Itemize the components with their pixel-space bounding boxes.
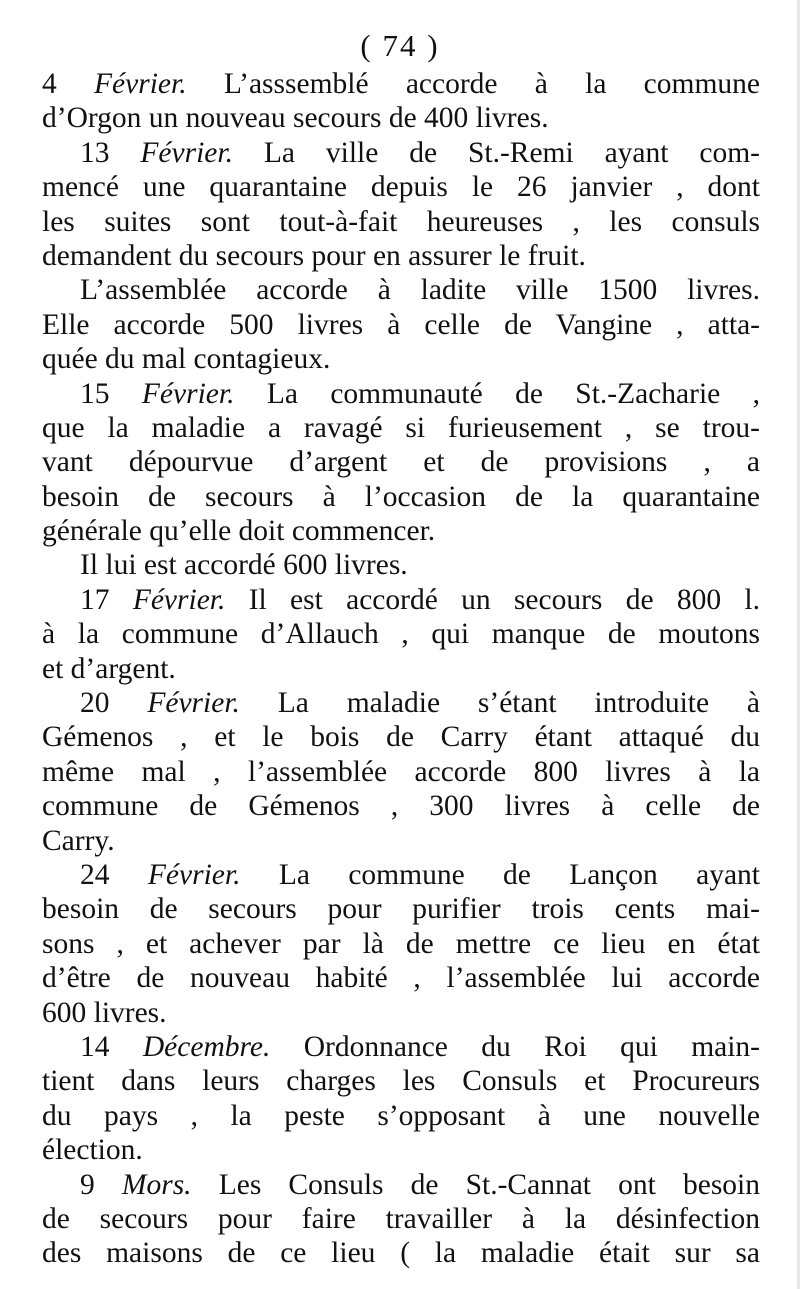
text-line — [42, 824, 760, 858]
line-text: les suites sont tout-à-fait heureuses , les consuls — [42, 205, 760, 238]
text-line — [42, 170, 760, 204]
line-text: du pays , la peste s’opposant à une nouvelle — [42, 1099, 760, 1132]
line-text: d’être de nouveau habité , l’assemblée lui accorde — [42, 962, 760, 995]
text-line — [42, 342, 760, 376]
text-line — [42, 480, 760, 514]
text-line — [42, 583, 760, 617]
line-text: même mal , l’assemblée accorde 800 livres à la — [42, 755, 760, 788]
line-text: 4 — [42, 68, 95, 100]
text-line — [42, 514, 760, 548]
line-text: La maladie s’étant introduite à — [239, 687, 760, 720]
line-text: des maisons de ce lieu ( la maladie était sur sa — [42, 1237, 760, 1270]
line-text: d’Orgon un nouveau secours de 400 livres. — [42, 102, 549, 135]
text-line — [42, 308, 760, 342]
text-line — [42, 1099, 760, 1133]
text-line — [42, 617, 760, 651]
text-line — [42, 686, 760, 720]
date-label: Décembre. — [142, 1030, 271, 1063]
line-text: que la maladie a ravagé si furieusement , se trou- — [42, 411, 760, 444]
line-text: Il lui est accordé 600 livres. — [80, 549, 408, 582]
text-line — [42, 136, 760, 170]
date-label: Février. — [140, 136, 233, 169]
line-text: demandent du secours pour en assurer le fruit. — [42, 239, 586, 272]
line-text: La ville de St.-Remi ayant com- — [232, 136, 760, 169]
line-text: Il est accordé un secours de 800 l. — [225, 583, 760, 616]
line-text: 14 — [80, 1030, 143, 1063]
text-line — [42, 720, 760, 754]
line-text: 20 — [80, 687, 148, 720]
text-line — [42, 1168, 760, 1202]
text-line — [42, 548, 760, 582]
line-text: Carry. — [42, 824, 115, 857]
text-line — [42, 858, 760, 892]
text-line — [42, 892, 760, 926]
date-label: Février. — [141, 377, 235, 410]
text-line — [42, 411, 760, 445]
text-line — [42, 1030, 760, 1064]
text-line — [42, 1133, 760, 1167]
line-text: 15 — [80, 377, 142, 410]
text-line — [42, 273, 760, 307]
text-line — [42, 927, 760, 961]
line-text: commune de Gémenos , 300 livres à celle de — [42, 790, 760, 823]
date-label: Mors. — [121, 1168, 192, 1201]
text-line — [42, 445, 760, 479]
line-text: 17 — [80, 583, 133, 616]
line-text: et d’argent. — [42, 652, 176, 685]
line-text: Elle accorde 500 livres à celle de Vangine , atta- — [42, 308, 760, 341]
date-label: Février. — [147, 858, 241, 891]
line-text: 13 — [80, 136, 141, 169]
line-text: quée du mal contagieux. — [42, 343, 331, 376]
line-text: sons , et achever par là de mettre ce lieu en état — [42, 927, 760, 960]
line-text: L’asssemblé accorde à la commune — [186, 68, 760, 100]
text-line — [42, 1236, 760, 1270]
line-text: La communauté de St.-Zacharie , — [234, 377, 761, 410]
text-line — [42, 1202, 760, 1236]
date-label: Février. — [147, 687, 240, 720]
text-line — [42, 67, 760, 101]
line-text: mencé une quarantaine depuis le 26 janvier , dont — [42, 171, 760, 204]
date-label: Février. — [94, 68, 187, 100]
text-line — [42, 205, 760, 239]
line-text: élection. — [42, 1134, 143, 1167]
text-line — [42, 101, 760, 135]
line-text: L’assemblée accorde à ladite ville 1500 livres. — [80, 274, 760, 307]
text-line — [42, 652, 760, 686]
text-line — [42, 789, 760, 823]
line-text: La commune de Lançon ayant — [240, 858, 760, 891]
line-text: 9 — [80, 1168, 122, 1201]
line-text: vant dépourvue d’argent et de provisions , a — [42, 446, 760, 479]
text-line — [42, 996, 760, 1030]
line-text: 24 — [80, 858, 148, 891]
body-text — [42, 67, 760, 1271]
text-line — [42, 377, 760, 411]
text-line — [42, 239, 760, 273]
line-text: tient dans leurs charges les Consuls et Procureurs — [42, 1065, 760, 1098]
line-text: Gémenos , et le bois de Carry étant attaqué du — [42, 721, 760, 754]
date-label: Février. — [132, 583, 226, 616]
text-line — [42, 1064, 760, 1098]
line-text: Ordonnance du Roi qui main- — [270, 1030, 760, 1063]
line-text: besoin de secours pour purifier trois cents mai- — [42, 893, 760, 926]
line-text: générale qu’elle doit commencer. — [42, 515, 436, 548]
line-text: 600 livres. — [42, 996, 167, 1029]
page-number: ( 74 ) — [360, 28, 440, 63]
line-text: à la commune d’Allauch , qui manque de moutons — [42, 618, 760, 651]
line-text: Les Consuls de St.-Cannat ont besoin — [191, 1168, 760, 1201]
text-line — [42, 961, 760, 995]
text-line — [42, 755, 760, 789]
line-text: besoin de secours à l’occasion de la quarantaine — [42, 480, 760, 513]
line-text: de secours pour faire travailler à la désinfection — [42, 1202, 760, 1235]
